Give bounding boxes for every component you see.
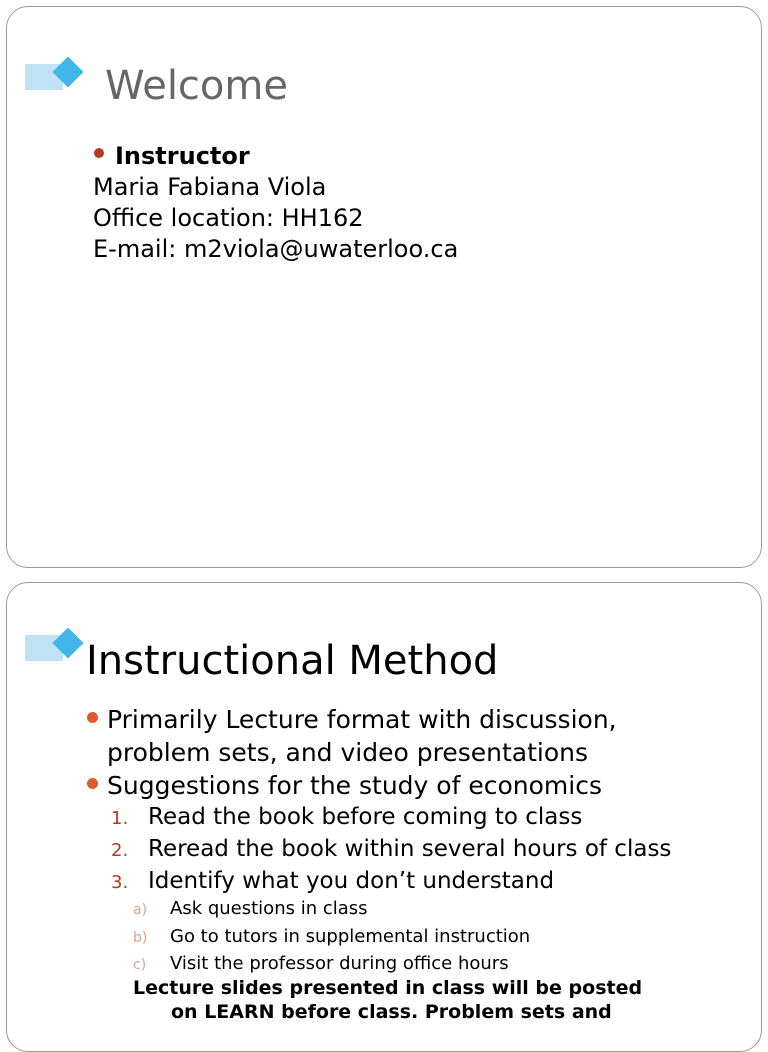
item-letter: c) [133,957,147,973]
bullet-dot-icon [94,148,104,158]
title-decoration-icon [25,628,89,668]
item-letter: a) [133,902,148,918]
item-text: Identify what you don’t understand [148,868,555,894]
note-text [133,976,642,1024]
lettered-item [133,896,530,924]
item-text: Visit the professor during office hours [170,953,509,974]
item-text: Go to tutors in supplemental instruction [170,925,531,947]
item-text: Ask questions in class [170,898,368,919]
item-number: 1. [111,808,129,829]
note-line: Lecture slides presented in class will be posted [133,977,643,999]
bullet-text-cont: problem sets, and video presentations [107,738,588,767]
lettered-item [133,951,530,979]
bullet-text: Suggestions for the study of economics [107,771,602,800]
instructor-name: Maria Fabiana Viola [93,173,327,201]
bullet-dot-icon [87,712,98,723]
bullet-item [85,769,617,802]
numbered-item [111,866,671,898]
title-decoration-icon [25,57,89,97]
item-number: 3. [111,872,129,893]
lettered-item [133,924,530,952]
bullet-text: Instructor [115,142,250,170]
numbered-item [111,834,671,866]
bullet-item [93,141,458,172]
slide-welcome [6,6,762,568]
slide-instructional-method [6,582,762,1052]
slide-body [93,141,458,265]
email-text: E-mail: m2viola@uwaterloo.ca [93,235,459,263]
slide-title: Welcome [105,63,288,109]
note-line: on LEARN before class. Problem sets and [171,1001,612,1023]
bullet-text: Primarily Lecture format with discussion, [107,705,617,734]
item-text: Read the book before coming to class [148,804,583,830]
slide-body [85,703,617,802]
item-text: Reread the book within several hours of class [148,836,672,862]
office-location: Office location: HH162 [93,204,364,232]
item-letter: b) [133,929,148,946]
numbered-item [111,802,671,834]
bullet-dot-icon [87,778,98,789]
numbered-list [111,802,671,898]
lettered-list [133,896,530,979]
slide-title: Instructional Method [86,638,499,684]
bullet-item [85,703,617,769]
item-number: 2. [111,840,129,861]
